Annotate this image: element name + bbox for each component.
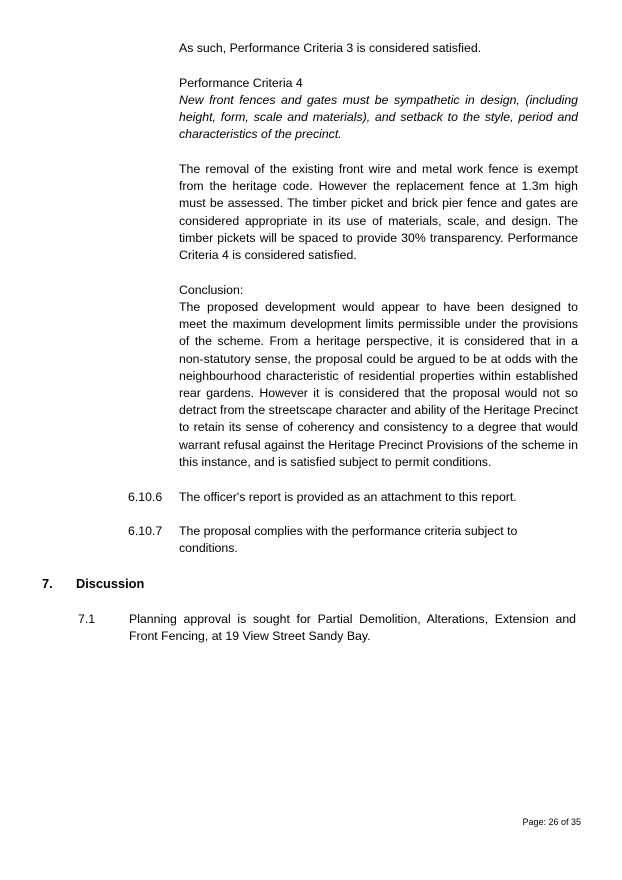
item-text: Planning approval is sought for Partial Demolition, Alterations, Extension and Front Fencing, at 19 View Street Sandy Bay. [129, 612, 576, 644]
paragraph-fence-assessment: The removal of the existing front wire and metal work fence is exempt from the heritage code. However the replacement fence at 1.3m high must be assessed. The timber picket and brick pier fence and gates are considered appropriate in its use of materials, scale, and design. The timber pickets will be spaced to provide 30% transparency. Performance Criteria 4 is considered satisfied. [179, 162, 578, 263]
item-number: 6.10.6 [128, 490, 163, 504]
item-number: 6.10.7 [128, 524, 163, 538]
item-number: 7.1 [78, 612, 96, 626]
section-number: 7. [42, 576, 53, 591]
performance-criteria-4-text: New front fences and gates must be sympathetic in design, (including height, form, scale and materials), and setback to the style, period and characteristics of the precinct. [179, 93, 578, 142]
performance-criteria-4-heading: Performance Criteria 4 [179, 76, 303, 90]
item-text: The proposal complies with the performance criteria subject to conditions. [179, 524, 518, 556]
page-number: Page: 26 of 35 [522, 817, 581, 827]
item-text: The officer's report is provided as an attachment to this report. [179, 490, 517, 504]
section-title: Discussion [76, 576, 145, 591]
conclusion-heading: Conclusion: [179, 283, 244, 297]
paragraph-criteria-3-satisfied: As such, Performance Criteria 3 is considered satisfied. [179, 41, 482, 55]
paragraph-conclusion: The proposed development would appear to have been designed to meet the maximum development limits permissible under the provisions of the scheme. From a heritage perspective, it is considered that in a non-statutory sense, the proposal could be argued to be at odds with the neighbourhood characteristic of residential properties within established rear gardens. However it is considered that the proposal would not so detract from the streetscape character and ability of the Heritage Precinct to retain its sense of coherency and consistency to a degree that would warrant refusal against the Heritage Precinct Provisions of the scheme in this instance, and is satisfied subject to permit conditions. [179, 300, 578, 469]
